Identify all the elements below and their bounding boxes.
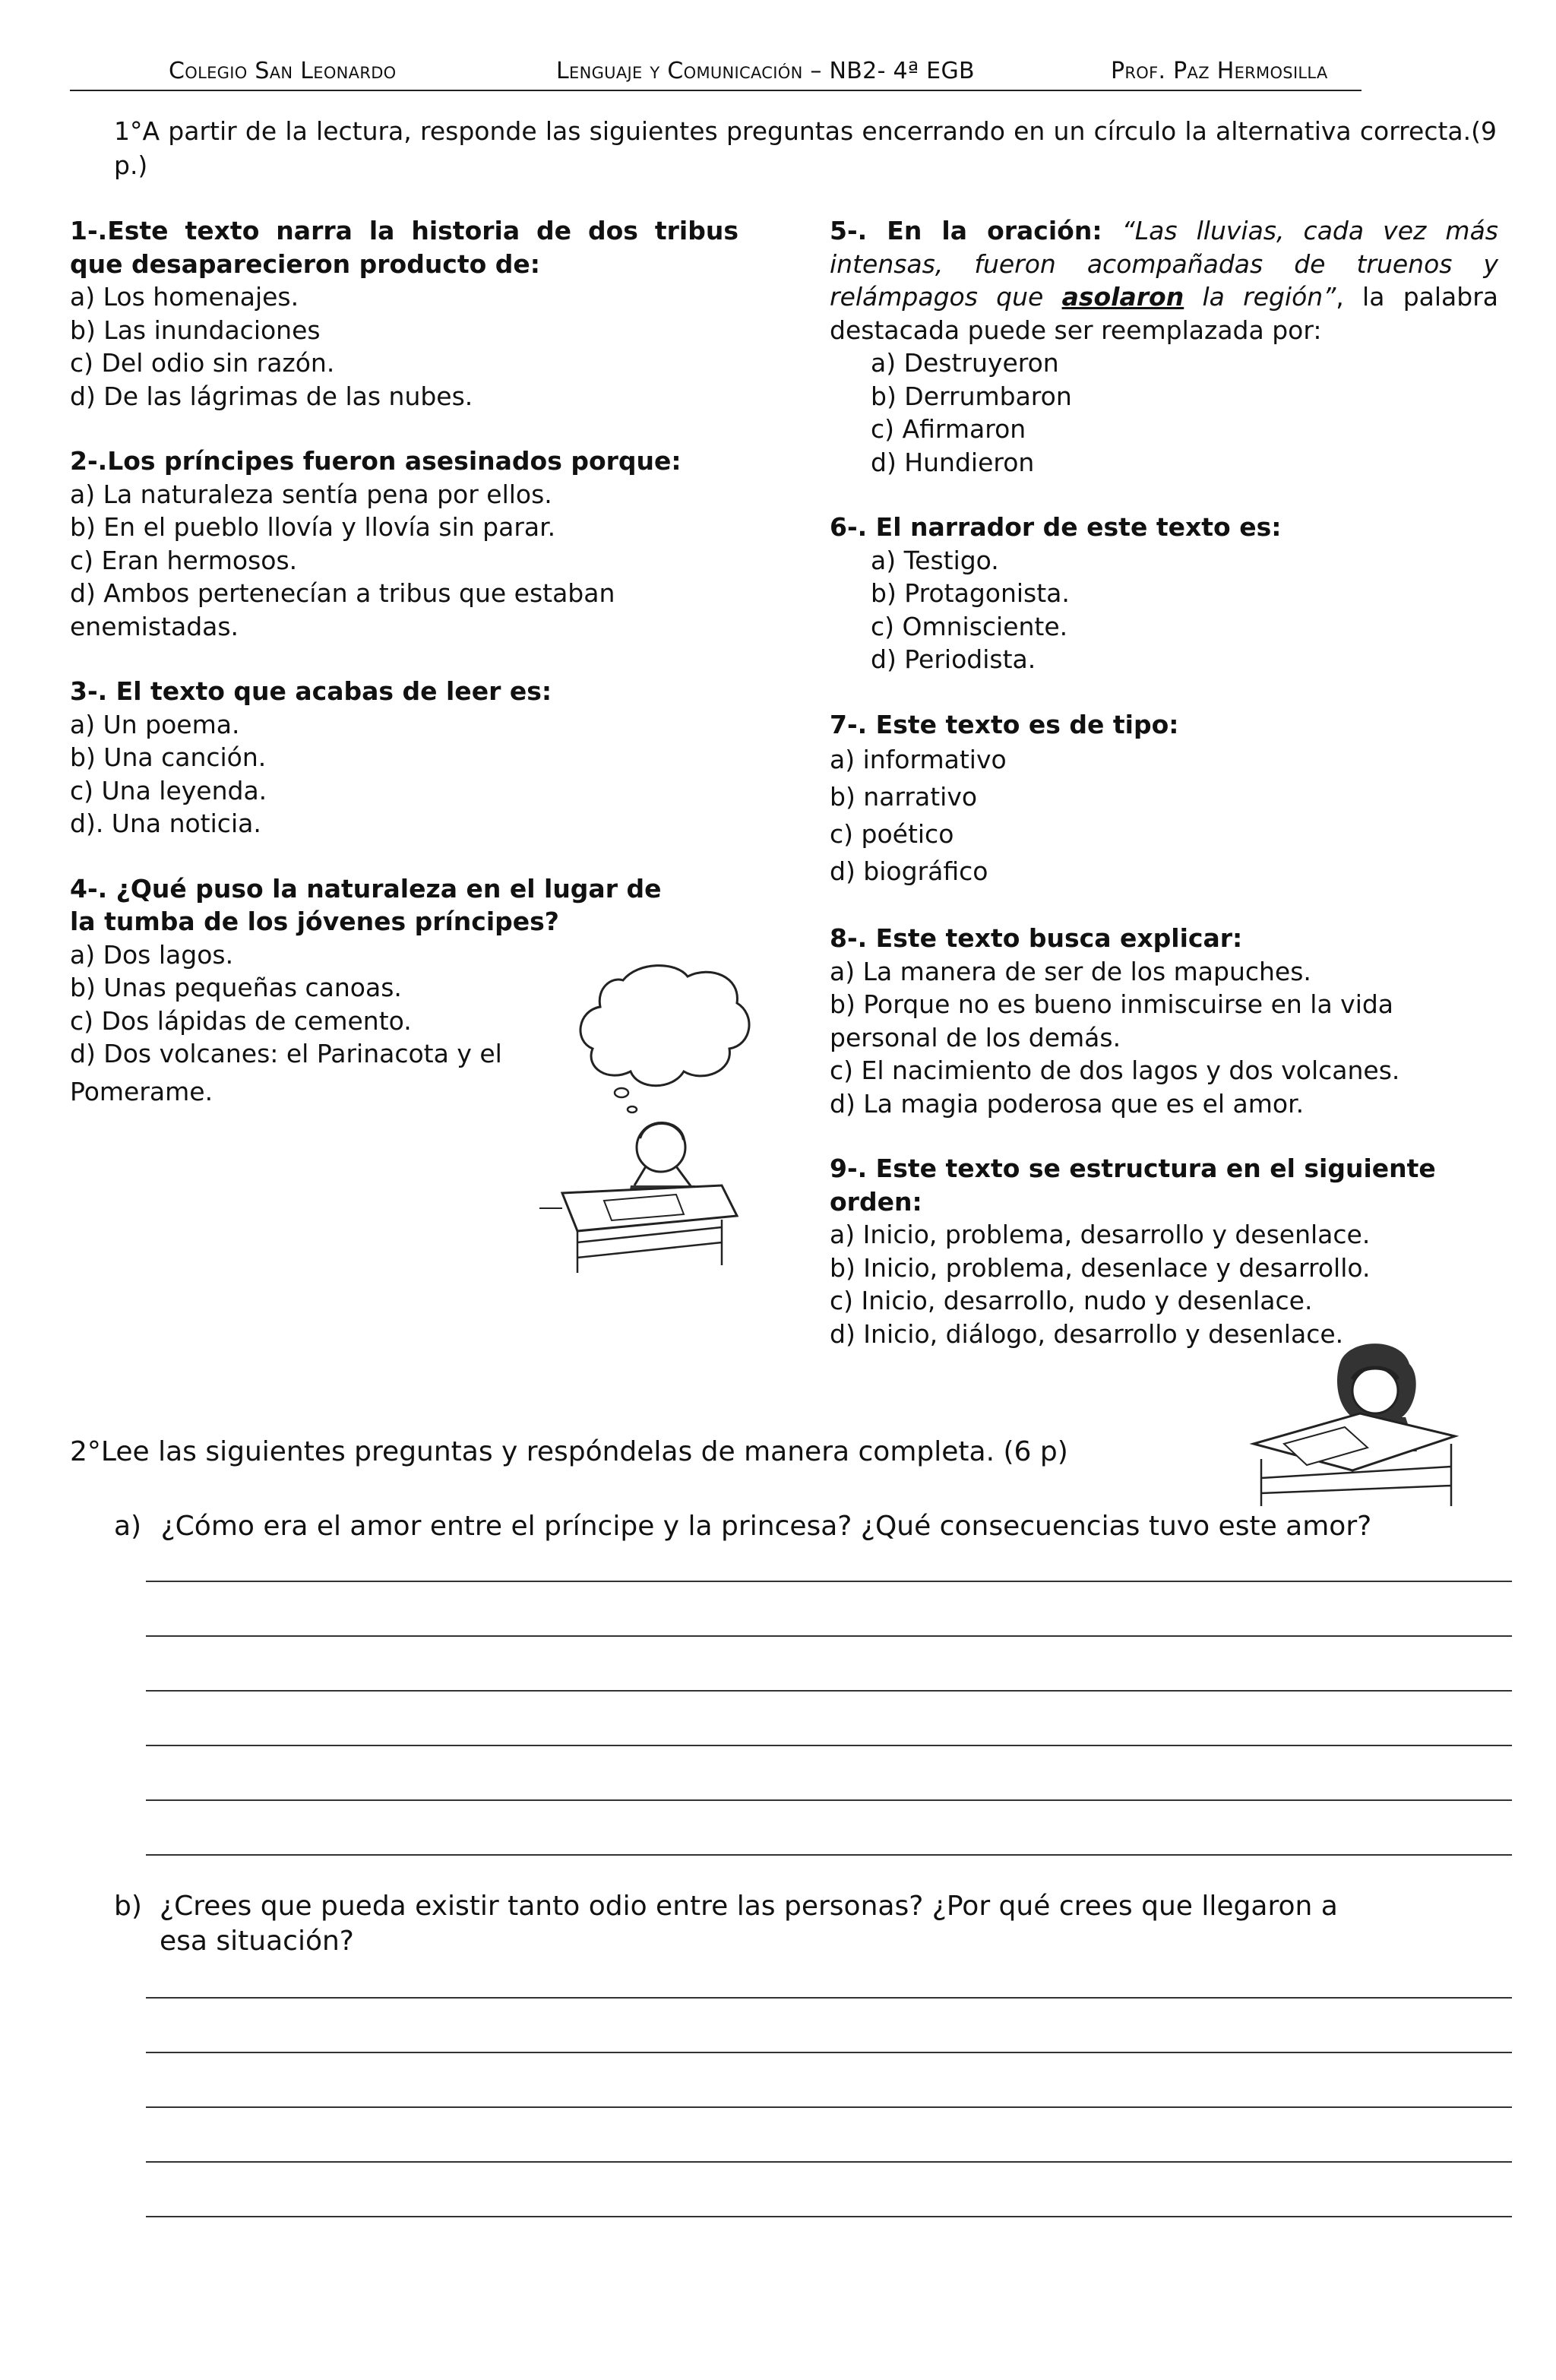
q6-option-c[interactable]: c) Omnisciente. (871, 611, 1068, 641)
q3-stem: 3-. El texto que acabas de leer es: (70, 676, 552, 706)
q8-option-a[interactable]: a) La manera de ser de los mapuches. (830, 956, 1311, 986)
q3-option-b[interactable]: b) Una canción. (70, 742, 267, 772)
answer-b-line[interactable] (146, 2106, 1512, 2108)
q4-option-b[interactable]: b) Unas pequeñas canoas. (70, 973, 402, 1002)
q2-option-c[interactable]: c) Eran hermosos. (70, 545, 298, 575)
q5-option-c[interactable]: c) Afirmaron (871, 414, 1026, 444)
q5-stem (830, 214, 1498, 347)
q8-option-d[interactable]: d) La magia poderosa que es el amor. (830, 1088, 1305, 1119)
question-b-text: ¿Crees que pueda existir tanto odio entre las personas? ¿Por qué crees que llegaron a esa situación? (160, 1891, 1338, 1957)
q4-option-c[interactable]: c) Dos lápidas de cemento. (70, 1005, 412, 1036)
q1-stem: 1-.Este texto narra la historia de dos tribus que desaparecieron producto de: (70, 216, 738, 279)
q2-option-d[interactable]: d) Ambos pertenecían a tribus que estaban enemistadas. (70, 578, 615, 641)
answer-a-line[interactable] (146, 1745, 1512, 1746)
q9-option-c[interactable]: c) Inicio, desarrollo, nudo y desenlace. (830, 1286, 1313, 1315)
answer-a-line[interactable] (146, 1581, 1512, 1582)
q5-option-a[interactable]: a) Destruyeron (871, 348, 1059, 378)
reading-child-illustration (1238, 1337, 1466, 1508)
thinking-child-illustration (532, 957, 760, 1277)
answer-b-line[interactable] (146, 2216, 1512, 2217)
question-b-label: b) (114, 1891, 142, 1922)
section2-instruction: 2°Lee las siguientes preguntas y respóndelas de manera completa. (6 p) (70, 1436, 1068, 1467)
q4-option-d-cont[interactable]: Pomerame. (70, 1076, 213, 1106)
answer-b-line[interactable] (146, 1997, 1512, 1999)
answer-b-line[interactable] (146, 2052, 1512, 2053)
q2-option-b[interactable]: b) En el pueblo llovía y llovía sin parar. (70, 512, 556, 542)
q8-option-b[interactable]: b) Porque no es bueno inmiscuirse en la vida personal de los demás. (830, 989, 1394, 1052)
q5-stem-bold: 5-. En la oración: (830, 216, 1122, 245)
q1-option-a[interactable]: a) Los homenajes. (70, 282, 299, 312)
question-a-label: a) (114, 1511, 142, 1542)
q7-option-a[interactable]: a) informativo (830, 745, 1007, 774)
question-a-text: ¿Cómo era el amor entre el príncipe y la princesa? ¿Qué consecuencias tuvo este amor? (160, 1511, 1372, 1542)
q7-option-c[interactable]: c) poético (830, 819, 954, 849)
answer-a-line[interactable] (146, 1690, 1512, 1692)
q3-option-a[interactable]: a) Un poema. (70, 709, 240, 739)
answer-a-line[interactable] (146, 1854, 1512, 1856)
q3-option-d[interactable]: d). Una noticia. (70, 809, 261, 838)
question-b (114, 1889, 1390, 1959)
answer-b-line[interactable] (146, 2161, 1512, 2163)
q5-option-d[interactable]: d) Hundieron (871, 447, 1035, 477)
q6-option-a[interactable]: a) Testigo. (871, 545, 999, 575)
page-header (70, 55, 1362, 91)
q7-stem: 7-. Este texto es de tipo: (830, 709, 1179, 739)
q9-stem: 9-. Este texto se estructura en el siguiente orden: (830, 1154, 1436, 1217)
q1-option-c[interactable]: c) Del odio sin razón. (70, 348, 335, 378)
q8-option-c[interactable]: c) El nacimiento de dos lagos y dos volcanes. (830, 1055, 1400, 1085)
question-a (114, 1509, 1497, 1544)
q5-quote-a: “Las lluvias, cada vez más intensas, fueron acompañadas de truenos y relámpagos que (830, 216, 1498, 312)
q8-stem: 8-. Este texto busca explicar: (830, 923, 1243, 953)
q4-option-a[interactable]: a) Dos lagos. (70, 939, 234, 970)
q2-stem: 2-.Los príncipes fueron asesinados porque: (70, 446, 682, 476)
q7-option-d[interactable]: d) biográfico (830, 856, 988, 886)
q5-stem-tail: , la palabra destacada puede ser reemplazada por: (830, 282, 1498, 345)
q3-option-c[interactable]: c) Una leyenda. (70, 775, 267, 805)
school-name: Colegio San Leonardo (169, 58, 397, 84)
q5-option-b[interactable]: b) Derrumbaron (871, 381, 1072, 411)
q6-option-b[interactable]: b) Protagonista. (871, 578, 1070, 608)
q5-highlighted-word: asolaron (1061, 282, 1184, 312)
q9-option-b[interactable]: b) Inicio, problema, desenlace y desarrollo. (830, 1252, 1371, 1283)
q6-stem: 6-. El narrador de este texto es: (830, 512, 1282, 542)
q6-option-d[interactable]: d) Periodista. (871, 644, 1036, 674)
q5-quote-b: la región” (1184, 282, 1336, 312)
subject-name: Lenguaje y Comunicación – NB2- 4ª EGB (556, 58, 975, 84)
q1-option-b[interactable]: b) Las inundaciones (70, 315, 321, 345)
answer-a-line[interactable] (146, 1799, 1512, 1801)
q4-stem: 4-. ¿Qué puso la naturaleza en el lugar de la tumba de los jóvenes príncipes? (70, 873, 662, 936)
q2-option-a[interactable]: a) La naturaleza sentía pena por ellos. (70, 479, 552, 509)
q7-option-b[interactable]: b) narrativo (830, 782, 978, 812)
answer-a-line[interactable] (146, 1635, 1512, 1637)
q9-option-d[interactable]: d) Inicio, diálogo, desarrollo y desenlace. (830, 1318, 1344, 1349)
section1-instruction: 1°A partir de la lectura, responde las siguientes preguntas encerrando en un círculo la alternativa correcta.(9 p.) (114, 116, 1497, 180)
q9-option-a[interactable]: a) Inicio, problema, desarrollo y desenlace. (830, 1220, 1371, 1249)
q1-option-d[interactable]: d) De las lágrimas de las nubes. (70, 381, 473, 411)
q4-option-d[interactable]: d) Dos volcanes: el Parinacota y el (70, 1039, 502, 1068)
teacher-name: Prof. Paz Hermosilla (1111, 58, 1328, 84)
right-question-column (830, 214, 1498, 1350)
